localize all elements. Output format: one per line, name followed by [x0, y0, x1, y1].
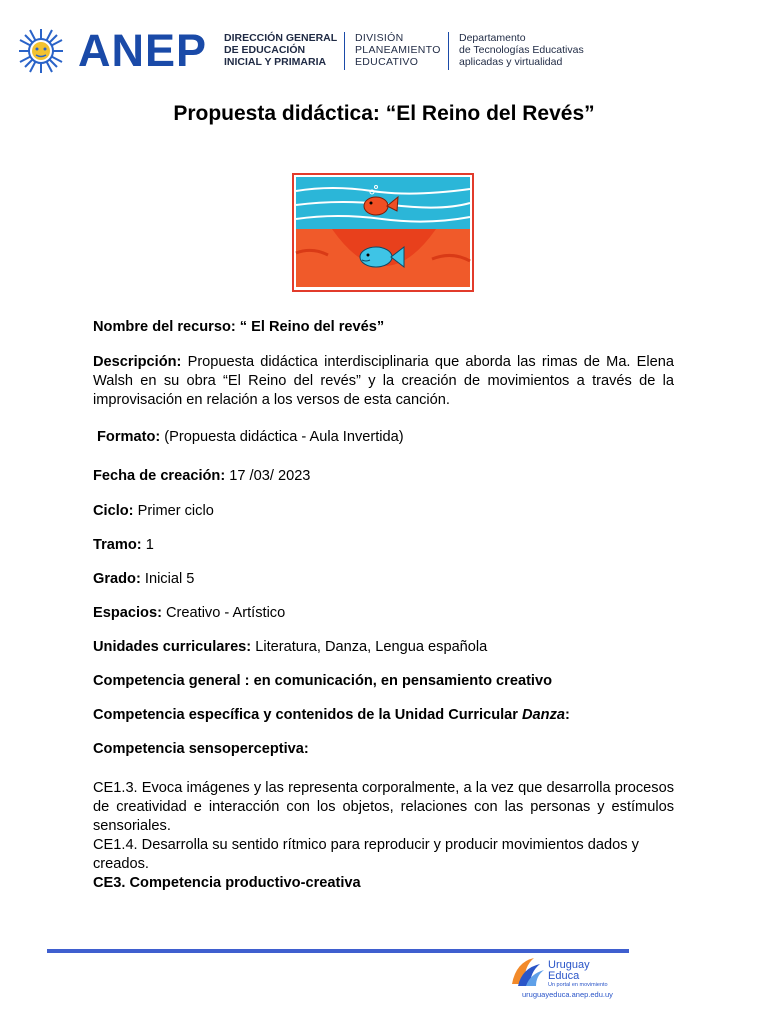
espacios: Espacios: Creativo - Artístico [93, 605, 286, 621]
header [18, 26, 758, 78]
unidades-curriculares: Unidades curriculares: Literatura, Danza, Lengua española [93, 639, 488, 655]
header-direccion: DIRECCIÓN GENERAL DE EDUCACIÓN INICIAL Y PRIMARIA [224, 32, 338, 68]
document-body [93, 318, 674, 893]
descripcion: Descripción: Propuesta didáctica interdisciplinaria que aborda las rimas de Ma. Elena Walsh en su obra “El Reino del revés” y la creación de movimientos a través de la improvisación en relación a los versos de esta canción. [93, 354, 674, 408]
svg-text:Uruguay: Uruguay [548, 959, 590, 971]
header-departamento: Departamento de Tecnologías Educativas aplicadas y virtualidad [459, 32, 584, 68]
header-divider [344, 32, 345, 70]
nombre-recurso: Nombre del recurso: “ El Reino del revés” [93, 319, 385, 335]
fecha-creacion: Fecha de creación: 17 /03/ 2023 [93, 468, 311, 484]
ce3-heading: CE3. Competencia productivo-creativa [93, 875, 361, 891]
svg-text:Educa: Educa [548, 970, 580, 982]
anep-logo-text: ANEP [78, 25, 208, 76]
formato: Formato: (Propuesta didáctica - Aula Invertida) [97, 429, 404, 445]
competencia-general: Competencia general : en comunicación, en pensamiento creativo [93, 673, 553, 689]
reino-reves-illustration [292, 173, 474, 292]
footer-url: uruguayeduca.anep.edu.uy [522, 990, 613, 999]
svg-text:Un portal en movimiento: Un portal en movimiento [548, 982, 608, 988]
ce13-text: CE1.3. Evoca imágenes y las representa corporalmente, a la vez que desarrolla procesos de creatividad e interacción con los objetos, relaciones con las personas y estímulos sensoriales. [93, 780, 674, 834]
header-divider [448, 32, 449, 70]
sun-emblem-icon [18, 28, 64, 74]
competencia-sensoperceptiva: Competencia sensoperceptiva: [93, 741, 309, 757]
footer-divider [47, 949, 629, 953]
header-division: DIVISIÓN PLANEAMIENTO EDUCATIVO [355, 32, 441, 68]
page-title: Propuesta didáctica: “El Reino del Revés” [173, 102, 595, 125]
grado: Grado: Inicial 5 [93, 571, 195, 587]
competencia-especifica: Competencia específica y contenidos de la Unidad Curricular Danza: [93, 707, 570, 723]
ciclo: Ciclo: Primer ciclo [93, 503, 214, 519]
tramo: Tramo: 1 [93, 537, 154, 553]
ce14-text: CE1.4. Desarrolla su sentido rítmico para reproducir y producir movimientos dados y creados. [93, 837, 639, 872]
